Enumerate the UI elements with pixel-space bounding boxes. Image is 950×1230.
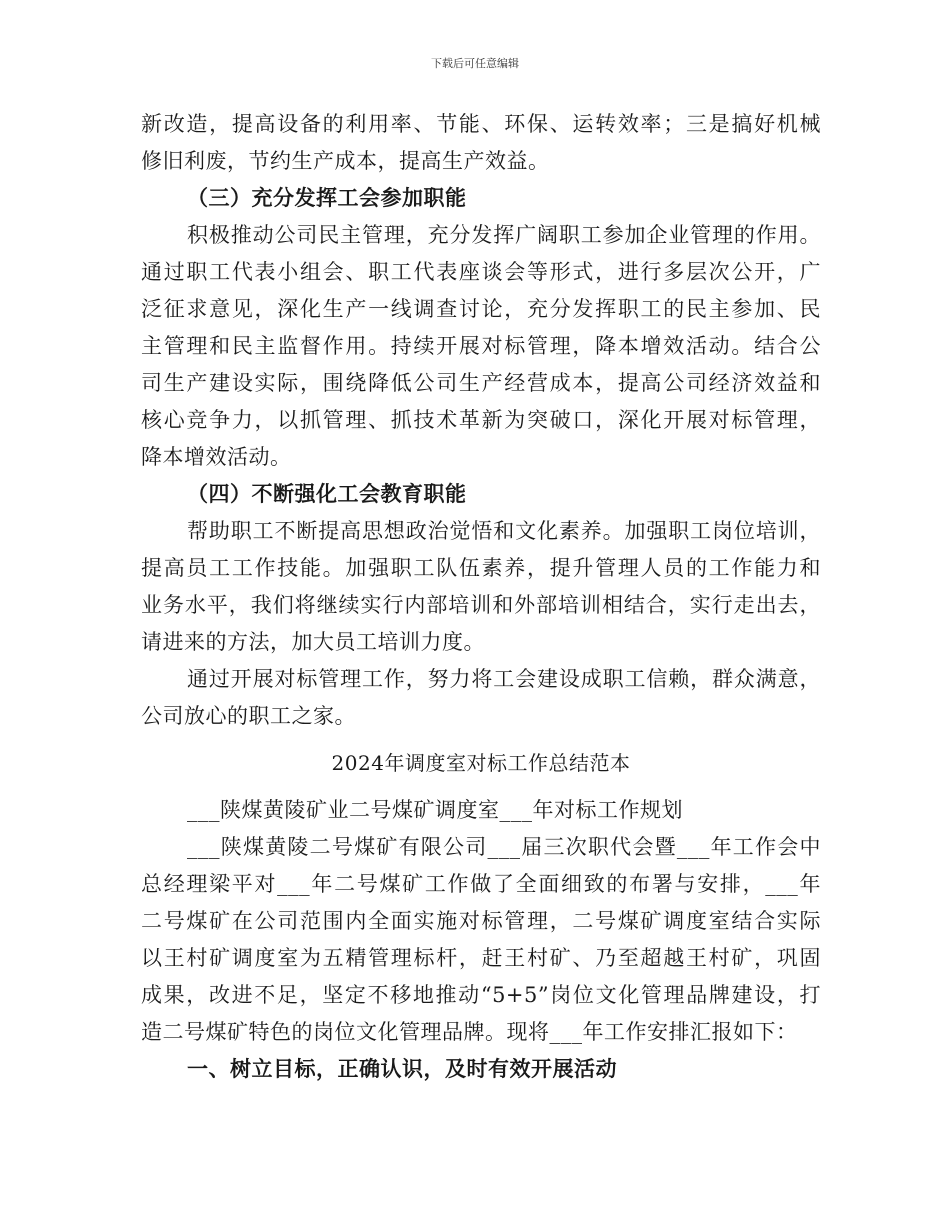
paragraph-line: 提高员工工作技能。加强职工队伍素养，提升管理人员的工作能力和 — [141, 556, 821, 580]
paragraph-line: 司生产建设实际，围绕降低公司生产经营成本，提高公司经济效益和 — [141, 371, 821, 395]
section-heading: 一、树立目标，正确认识，及时有效开展活动 — [187, 1057, 617, 1081]
paragraph-line: 泛征求意见，深化生产一线调查讨论，充分发挥职工的民主参加、民 — [141, 297, 821, 321]
paragraph-line: 总经理梁平对___年二号煤矿工作做了全面细致的布署与安排，___年 — [141, 872, 821, 896]
paragraph-line: 降本增效活动。 — [141, 445, 292, 469]
paragraph-line: 核心竞争力，以抓管理、抓技术革新为突破口，深化开展对标管理， — [141, 408, 821, 432]
section-heading: （三）充分发挥工会参加职能 — [187, 186, 467, 210]
paragraph-line: 以王村矿调度室为五精管理标杆，赶王村矿、乃至超越王村矿，巩固 — [141, 946, 821, 970]
paragraph-line: 新改造，提高设备的利用率、节能、环保、运转效率；三是搞好机械 — [141, 112, 821, 136]
paragraph-line: 主管理和民主监督作用。持续开展对标管理，降本增效活动。结合公 — [141, 334, 821, 358]
paragraph-line: 修旧利废，节约生产成本，提高生产效益。 — [141, 149, 550, 173]
paragraph-line: ___陕煤黄陵矿业二号煤矿调度室___年对标工作规划 — [187, 798, 683, 822]
paragraph-line: 二号煤矿在公司范围内全面实施对标管理，二号煤矿调度室结合实际 — [141, 909, 821, 933]
document-title: 2024年调度室对标工作总结范本 — [331, 751, 631, 775]
section-heading: （四）不断强化工会教育职能 — [187, 482, 467, 506]
paragraph-line: 公司放心的职工之家。 — [141, 704, 356, 728]
paragraph-line: ___陕煤黄陵二号煤矿有限公司___届三次职代会暨___年工作会中 — [187, 835, 821, 859]
paragraph-line: 帮助职工不断提高思想政治觉悟和文化素养。加强职工岗位培训， — [187, 519, 821, 543]
paragraph-line: 积极推动公司民主管理，充分发挥广阔职工参加企业管理的作用。 — [187, 223, 821, 247]
document-body — [141, 106, 821, 1088]
paragraph-line: 成果，改进不足，坚定不移地推动“5+5”岗位文化管理品牌建设，打 — [141, 983, 821, 1007]
page-header: 下载后可任意编辑 — [431, 57, 519, 70]
paragraph-line: 造二号煤矿特色的岗位文化管理品牌。现将___年工作安排汇报如下： — [141, 1020, 798, 1044]
paragraph-line: 通过开展对标管理工作，努力将工会建设成职工信赖，群众满意， — [187, 667, 821, 691]
paragraph-line: 请进来的方法，加大员工培训力度。 — [141, 630, 485, 654]
paragraph-line: 业务水平，我们将继续实行内部培训和外部培训相结合，实行走出去， — [141, 593, 821, 617]
paragraph-line: 通过职工代表小组会、职工代表座谈会等形式，进行多层次公开，广 — [141, 260, 821, 284]
